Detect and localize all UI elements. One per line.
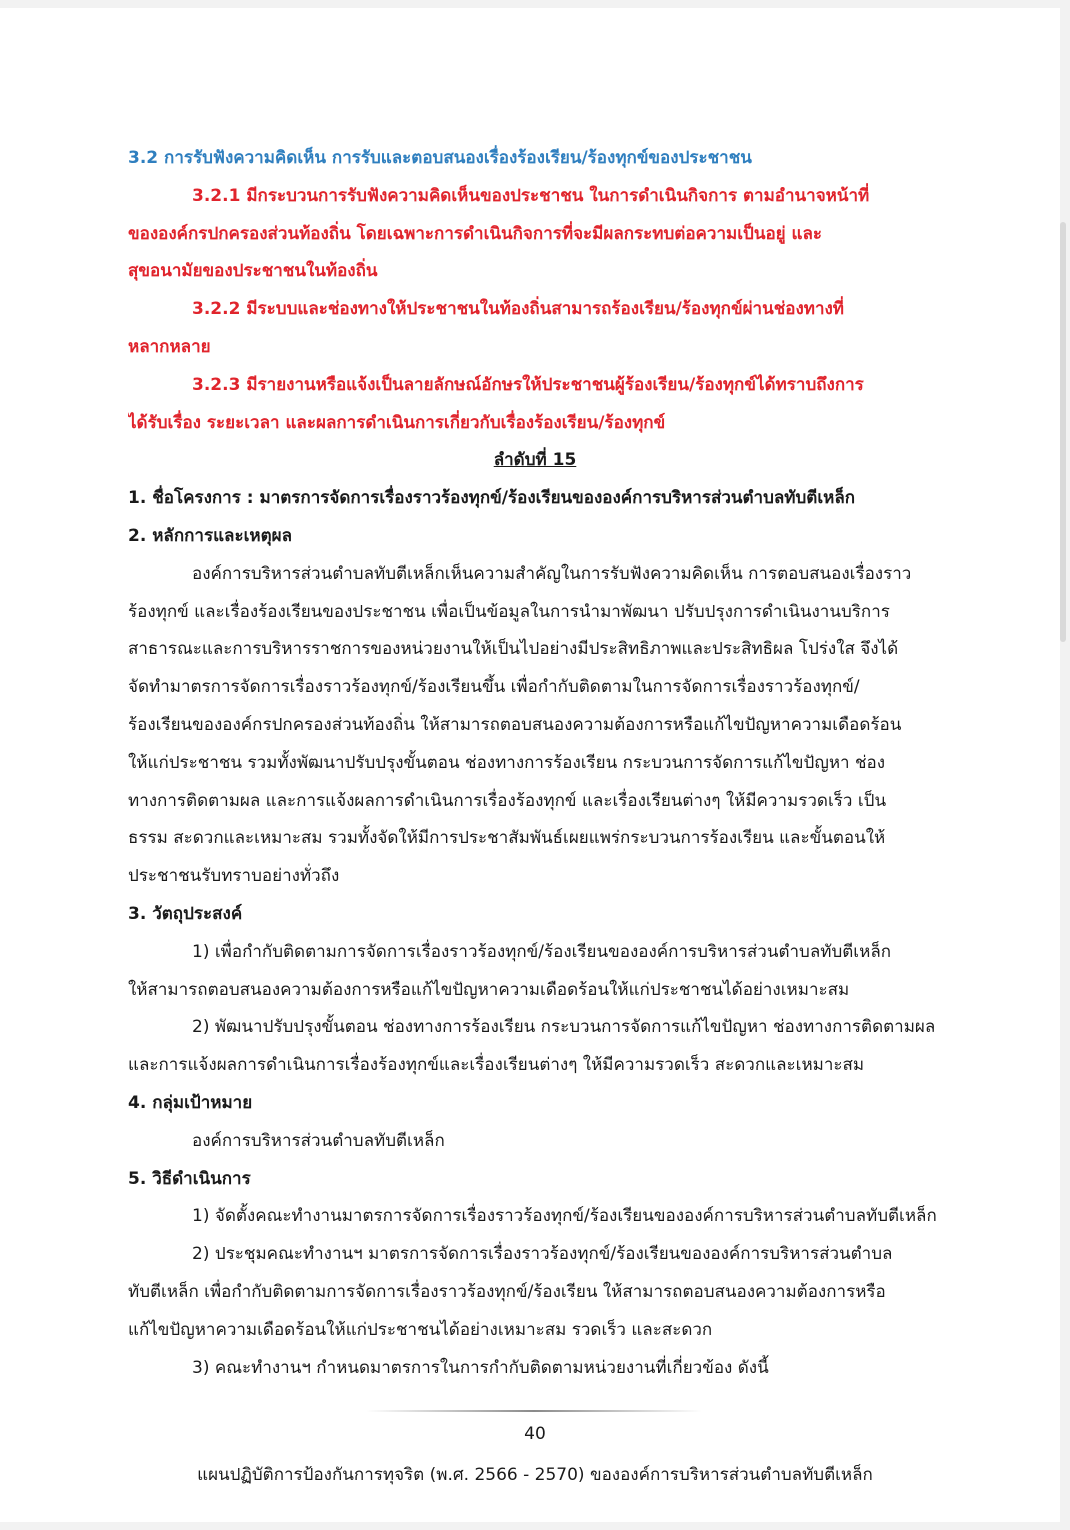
method-line: 1) จัดตั้งคณะทำงานมาตรการจัดการเรื่องราวร้องทุกข์/ร้องเรียนขององค์การบริหารส่วนตำบลทับตีเหล็ก — [192, 1206, 937, 1227]
objectives-heading: 3. วัตถุประสงค์ — [128, 903, 243, 924]
method-line: ทับตีเหล็ก เพื่อกำกับติดตามการจัดการเรื่องราวร้องทุกข์/ร้องเรียน ให้สามารถตอบสนองความต้องการหรือ — [128, 1281, 886, 1302]
footer-text: แผนปฏิบัติการป้องกันการทุจริต (พ.ศ. 2566 - 2570) ขององค์การบริหารส่วนตำบลทับตีเหล็ก — [197, 1465, 873, 1485]
order-title-text: ลำดับที่ 15 — [493, 450, 577, 471]
method-line: 2) ประชุมคณะทำงานฯ มาตรการจัดการเรื่องราวร้องทุกข์/ร้องเรียนขององค์การบริหารส่วนตำบล — [192, 1244, 893, 1265]
principles-line: ธรรม สะดวกและเหมาะสม รวมทั้งจัดให้มีการประชาสัมพันธ์เผยแพร่กระบวนการร้องเรียน และขั้นตอนให้ — [128, 828, 886, 849]
principles-heading: 2. หลักการและเหตุผล — [128, 525, 293, 546]
order-title — [128, 442, 942, 480]
principles-line: จัดทำมาตรการจัดการเรื่องราวร้องทุกข์/ร้องเรียนขึ้น เพื่อกำกับติดตามในการจัดการเรื่องราวร้องทุกข์/ — [128, 677, 860, 698]
criterion-3-2-1-line: ขององค์กรปกครองส่วนท้องถิ่น โดยเฉพาะการดำเนินกิจการที่จะมีผลกระทบต่อความเป็นอยู่ และ — [128, 223, 823, 244]
objectives-line: ให้สามารถตอบสนองความต้องการหรือแก้ไขปัญหาความเดือดร้อนให้แก่ประชาชนได้อย่างเหมาะสม — [128, 979, 850, 1000]
criterion-3-2-1-line: 3.2.1 มีกระบวนการรับฟังความคิดเห็นของประชาชน ในการดำเนินกิจการ ตามอำนาจหน้าที่ — [192, 185, 870, 206]
section-heading: 3.2 การรับฟังความคิดเห็น การรับและตอบสนองเรื่องร้องเรียน/ร้องทุกข์ของประชาชน — [128, 148, 752, 168]
target-text: องค์การบริหารส่วนตำบลทับตีเหล็ก — [192, 1130, 445, 1151]
method-line: 3) คณะทำงานฯ กำหนดมาตรการในการกำกับติดตามหน่วยงานที่เกี่ยวข้อง ดังนี้ — [192, 1357, 769, 1378]
objectives-line: 2) พัฒนาปรับปรุงขั้นตอน ช่องทางการร้องเรียน กระบวนการจัดการแก้ไขปัญหา ช่องทางการติดตามผล — [192, 1017, 936, 1038]
principles-line: สาธารณะและการบริหารราชการของหน่วยงานให้เป็นไปอย่างมีประสิทธิภาพและประสิทธิผล โปร่งใส จึงได้ — [128, 639, 899, 660]
principles-line: ร้องเรียนขององค์กรปกครองส่วนท้องถิ่น ให้สามารถตอบสนองความต้องการหรือแก้ไขปัญหาความเดือดร้อน — [128, 714, 902, 735]
principles-line: ประชาชนรับทราบอย่างทั่วถึง — [128, 866, 340, 887]
objectives-line: 1) เพื่อกำกับติดตามการจัดการเรื่องราวร้องทุกข์/ร้องเรียนขององค์การบริหารส่วนตำบลทับตีเหล็ก — [192, 941, 892, 962]
method-line: แก้ไขปัญหาความเดือดร้อนให้แก่ประชาชนได้อย่างเหมาะสม รวดเร็ว และสะดวก — [128, 1319, 713, 1340]
principles-line: ร้องทุกข์ และเรื่องร้องเรียนของประชาชน เพื่อเป็นข้อมูลในการนำมาพัฒนา ปรับปรุงการดำเนินงานบริการ — [128, 601, 890, 622]
principles-line: ให้แก่ประชาชน รวมทั้งพัฒนาปรับปรุงขั้นตอน ช่องทางการร้องเรียน กระบวนการจัดการแก้ไขปัญหา ช่อง — [128, 752, 886, 773]
criterion-3-2-3-line: ได้รับเรื่อง ระยะเวลา และผลการดำเนินการเกี่ยวกับเรื่องร้องเรียน/ร้องทุกข์ — [128, 412, 666, 433]
page-number: 40 — [524, 1424, 546, 1444]
objectives-line: และการแจ้งผลการดำเนินการเรื่องร้องทุกข์และเรื่องเรียนต่างๆ ให้มีความรวดเร็ว สะดวกและเหมาะสม — [128, 1055, 865, 1076]
footer-divider — [366, 1410, 702, 1412]
criterion-3-2-3-line: 3.2.3 มีรายงานหรือแจ้งเป็นลายลักษณ์อักษรให้ประชาชนผู้ร้องเรียน/ร้องทุกข์ได้ทราบถึงการ — [192, 374, 864, 395]
principles-line: องค์การบริหารส่วนตำบลทับตีเหล็กเห็นความสำคัญในการรับฟังความคิดเห็น การตอบสนองเรื่องราว — [192, 563, 912, 584]
criterion-3-2-1-line: สุขอนามัยของประชาชนในท้องถิ่น — [128, 261, 378, 282]
project-name: 1. ชื่อโครงการ : มาตรการจัดการเรื่องราวร้องทุกข์/ร้องเรียนขององค์การบริหารส่วนตำบลทับตีเหล็ก — [128, 488, 856, 509]
principles-line: ทางการติดตามผล และการแจ้งผลการดำเนินการเรื่องร้องทุกข์ และเรื่องเรียนต่างๆ ให้มีความรวดเร็ว เป็น — [128, 790, 887, 811]
scrollbar[interactable] — [1060, 222, 1066, 642]
page-content — [128, 140, 942, 1387]
criterion-3-2-2-line: 3.2.2 มีระบบและช่องทางให้ประชาชนในท้องถิ่นสามารถร้องเรียน/ร้องทุกข์ผ่านช่องทางที่ — [192, 299, 845, 320]
method-heading: 5. วิธีดำเนินการ — [128, 1168, 251, 1189]
criterion-3-2-2-line: หลากหลาย — [128, 336, 211, 357]
target-heading: 4. กลุ่มเป้าหมาย — [128, 1092, 253, 1113]
